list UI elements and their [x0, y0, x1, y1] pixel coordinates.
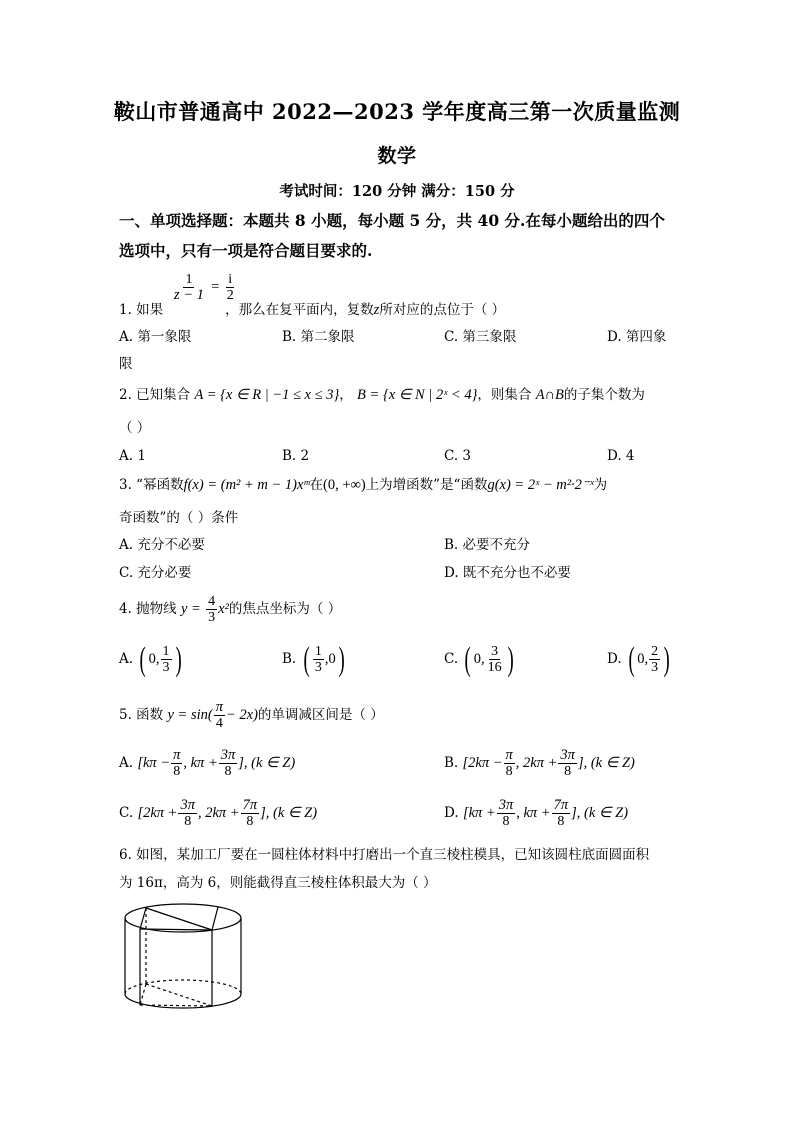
q5-d-part3: ], (k ∈ Z)	[571, 805, 629, 821]
q2-text-a: 2. 已知集合	[119, 387, 191, 403]
q5-c-part2: , 2kπ +	[197, 805, 240, 821]
q5-d-n1: 3π	[498, 797, 514, 813]
q5-c-part3: ], (k ∈ Z)	[260, 805, 318, 821]
q5-b-n1: π	[505, 747, 513, 763]
q3-option-c: C. 充分必要	[119, 565, 192, 581]
q5-b-label: B.	[444, 755, 459, 771]
subject-title: 数学	[377, 145, 417, 167]
q5-expr-a: y = sin(	[167, 707, 213, 723]
q5-d-d1: 8	[502, 814, 510, 829]
q4-suffix: 的焦点坐标为（ ）	[228, 601, 342, 617]
q4-frac-num: 4	[208, 594, 216, 609]
q4-c-coord: 0,	[473, 651, 485, 667]
q5-a-part1: [kπ −	[137, 755, 171, 771]
q2-sep: ，	[339, 387, 353, 403]
q1-eq: =	[211, 279, 220, 295]
q1-frac2-den: 2	[226, 288, 234, 303]
q4-d-num: 2	[651, 644, 659, 659]
q1-suffix2: 所对应的点位于（ ）	[379, 302, 506, 318]
q4-option-b: B. ( $\frac{1}{3}$ ,0)	[282, 640, 345, 678]
q4-c-label: C.	[444, 651, 459, 667]
q1-option-d-wrap: 限	[119, 356, 133, 372]
q1-var: z	[373, 302, 380, 318]
q5-d-n2: 7π	[553, 797, 569, 813]
q4-c-num: 3	[491, 644, 499, 659]
q4-d-den: 3	[651, 660, 659, 675]
q4-option-c: C. ( 0, $\frac{3}{16}$ )	[444, 640, 514, 678]
q5-b-part2: , 2kπ +	[515, 755, 558, 771]
section-heading-line1: 一、单项选择题：本题共 8 小题，每小题 5 分，共 40 分.在每小题给出的四个	[119, 211, 665, 230]
q1-frac1-num: 1	[185, 272, 193, 287]
q4-b-num: 1	[314, 644, 322, 659]
q5-b-n2: 3π	[560, 747, 575, 763]
q2-set-b: B = {x ∈ N | 2ˣ < 4}	[357, 387, 478, 403]
q5-prefix: 5. 函数	[119, 707, 164, 723]
q5-d-part2: , kπ +	[516, 805, 551, 821]
q2-paren: （ ）	[119, 420, 151, 436]
q4-option-d: D. ( 0, $\frac{2}{3}$ )	[607, 640, 670, 678]
question-3	[119, 474, 679, 496]
q4-a-coord: 0,	[148, 651, 160, 667]
q4-a-den: 3	[162, 660, 170, 675]
q5-a-n2: 3π	[220, 747, 236, 763]
q5-a-n1: π	[173, 747, 181, 763]
q4-lhs: y =	[180, 601, 201, 617]
q5-b-part1: [2kπ −	[462, 755, 503, 771]
q5-c-n1: 3π	[180, 797, 195, 813]
q1-option-b: B. 第二象限	[282, 329, 355, 345]
q5-c-d2: 8	[246, 814, 254, 829]
q3-option-d: D. 既不充分也不必要	[444, 565, 571, 581]
q4-rhs: x²	[218, 601, 229, 617]
q4-b-den: 3	[314, 660, 322, 675]
q1-option-c: C. 第三象限	[444, 329, 517, 345]
q5-d-part1: [kπ +	[462, 805, 496, 821]
q4-frac-den: 3	[208, 610, 216, 625]
q4-b-label: B.	[282, 651, 297, 667]
q5-c-n2: 7π	[242, 797, 258, 813]
q1-prefix: 1. 如果	[119, 302, 164, 318]
q5-a-label: A.	[119, 755, 134, 771]
q5-option-c	[119, 798, 317, 829]
q5-expr-b: − 2x)	[225, 707, 258, 723]
q2-option-b: B. 2	[282, 448, 310, 464]
q4-b-coord: ,0	[324, 651, 336, 667]
section-heading-line2: 选项中，只有一项是符合题目要求的.	[119, 241, 373, 260]
q5-option-a	[119, 748, 295, 779]
q2-option-a: A. 1	[119, 448, 146, 464]
q5-a-part3: ], (k ∈ Z)	[238, 755, 296, 771]
q5-c-d1: 8	[184, 814, 192, 829]
q3-expr1: f(x) = (m² + m − 1)xᵐ	[183, 477, 310, 493]
exam-info: 考试时间：120 分钟 满分：150 分	[279, 183, 515, 200]
q5-b-part3: ], (k ∈ Z)	[577, 755, 635, 771]
q1-option-d: D. 第四象	[607, 329, 667, 345]
question-5	[119, 700, 679, 731]
q2-option-d: D. 4	[607, 448, 635, 464]
q4-prefix: 4. 抛物线	[119, 601, 177, 617]
question-6	[119, 841, 679, 897]
q3-option-a: A. 充分不必要	[119, 537, 205, 553]
q5-c-label: C.	[119, 805, 134, 821]
q4-d-coord: 0,	[637, 651, 649, 667]
q6-line2: 为 16π，高为 6，则能截得直三棱柱体积最大为（ ）	[119, 875, 437, 891]
q5-frac-den: 4	[215, 716, 223, 731]
q5-a-part2: , kπ +	[183, 755, 218, 771]
q1-option-a: A. 第一象限	[119, 329, 192, 345]
q4-c-den: 16	[487, 660, 502, 675]
q2-expr: A∩B	[535, 387, 564, 403]
q3-expr2: g(x) = 2ˣ − m²·2⁻ˣ	[487, 477, 594, 493]
q5-a-d2: 8	[224, 764, 232, 779]
q1-suffix: ，那么在复平面内，复数	[225, 302, 374, 318]
q3-text-c: 上为增函数”是“函数	[365, 477, 488, 493]
q5-a-d1: 8	[173, 764, 181, 779]
q5-d-d2: 8	[557, 814, 565, 829]
q4-d-label: D.	[607, 651, 622, 667]
q5-frac-num: π	[215, 699, 223, 715]
question-1-text	[119, 299, 679, 321]
q2-set-a: A = {x ∈ R | −1 ≤ x ≤ 3}	[194, 387, 340, 403]
q2-text-b: ，则集合	[477, 387, 532, 403]
q3-text-b: 在	[309, 477, 323, 493]
q1-frac1-den: z − 1	[174, 287, 204, 303]
q3-text-a: 3. “幂函数	[119, 477, 184, 493]
section-heading	[119, 206, 679, 266]
exam-title: 鞍山市普通高中 2022—2023 学年度高三第一次质量监测	[113, 99, 681, 124]
q1-frac2-num: i	[228, 272, 233, 287]
question-2	[119, 384, 679, 406]
q2-text-c: 的子集个数为	[563, 387, 645, 403]
q2-option-c: C. 3	[444, 448, 472, 464]
q5-b-d2: 8	[564, 764, 572, 779]
q5-suffix: 的单调减区间是（ ）	[257, 707, 384, 723]
question-4	[119, 594, 679, 625]
q6-line1: 6. 如图，某加工厂要在一圆柱体材料中打磨出一个直三棱柱模具，已知该圆柱底面圆面积	[119, 847, 650, 863]
q3-line2: 奇函数”的（ ）条件	[119, 510, 239, 526]
q4-a-num: 1	[162, 644, 170, 659]
q3-option-b: B. 必要不充分	[444, 537, 531, 553]
q3-text-d: 为	[593, 477, 608, 493]
q5-c-part1: [2kπ +	[137, 805, 178, 821]
q5-d-label: D.	[444, 805, 459, 821]
q4-option-a: A. ( 0, $\frac{1}{3}$ )	[119, 640, 182, 678]
cylinder-prism-figure	[118, 896, 248, 1018]
q5-option-d	[444, 798, 628, 829]
q4-a-label: A.	[119, 651, 134, 667]
q5-b-d1: 8	[505, 764, 513, 779]
q5-option-b	[444, 748, 635, 779]
q3-interval: (0, +∞)	[322, 477, 366, 493]
